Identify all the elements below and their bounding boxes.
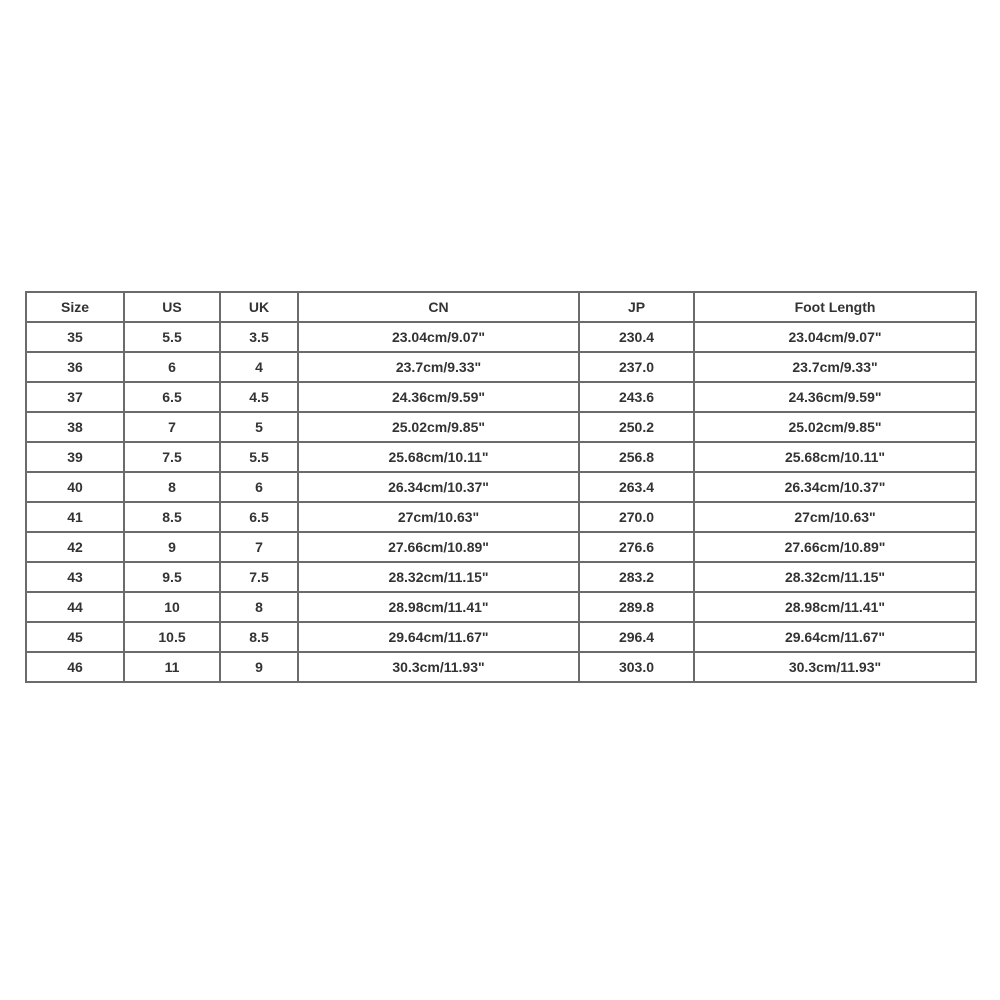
table-row xyxy=(26,322,976,352)
table-row xyxy=(26,382,976,412)
cell-us: 8 xyxy=(124,472,220,502)
cell-foot-length: 23.7cm/9.33" xyxy=(694,352,976,382)
cell-uk: 7.5 xyxy=(220,562,298,592)
cell-uk: 8 xyxy=(220,592,298,622)
cell-foot-length: 29.64cm/11.67" xyxy=(694,622,976,652)
cell-size: 40 xyxy=(26,472,124,502)
cell-uk: 4.5 xyxy=(220,382,298,412)
cell-jp: 243.6 xyxy=(579,382,694,412)
table-row xyxy=(26,622,976,652)
cell-cn: 23.7cm/9.33" xyxy=(298,352,579,382)
size-table xyxy=(25,291,977,683)
cell-foot-length: 25.02cm/9.85" xyxy=(694,412,976,442)
cell-uk: 3.5 xyxy=(220,322,298,352)
cell-foot-length: 28.98cm/11.41" xyxy=(694,592,976,622)
cell-size: 46 xyxy=(26,652,124,682)
table-row xyxy=(26,652,976,682)
cell-foot-length: 30.3cm/11.93" xyxy=(694,652,976,682)
cell-us: 7.5 xyxy=(124,442,220,472)
cell-uk: 5 xyxy=(220,412,298,442)
cell-us: 5.5 xyxy=(124,322,220,352)
table-body xyxy=(26,322,976,682)
cell-size: 43 xyxy=(26,562,124,592)
cell-uk: 8.5 xyxy=(220,622,298,652)
cell-size: 44 xyxy=(26,592,124,622)
cell-size: 38 xyxy=(26,412,124,442)
cell-jp: 250.2 xyxy=(579,412,694,442)
cell-foot-length: 27cm/10.63" xyxy=(694,502,976,532)
cell-us: 10 xyxy=(124,592,220,622)
cell-size: 39 xyxy=(26,442,124,472)
table-row xyxy=(26,442,976,472)
cell-uk: 6 xyxy=(220,472,298,502)
cell-us: 7 xyxy=(124,412,220,442)
table-row xyxy=(26,412,976,442)
cell-foot-length: 25.68cm/10.11" xyxy=(694,442,976,472)
cell-size: 35 xyxy=(26,322,124,352)
cell-foot-length: 23.04cm/9.07" xyxy=(694,322,976,352)
cell-jp: 230.4 xyxy=(579,322,694,352)
cell-jp: 256.8 xyxy=(579,442,694,472)
table-header-row xyxy=(26,292,976,322)
cell-jp: 270.0 xyxy=(579,502,694,532)
header-uk: UK xyxy=(220,292,298,322)
header-jp: JP xyxy=(579,292,694,322)
cell-size: 42 xyxy=(26,532,124,562)
cell-cn: 25.68cm/10.11" xyxy=(298,442,579,472)
table-row xyxy=(26,472,976,502)
cell-cn: 26.34cm/10.37" xyxy=(298,472,579,502)
size-chart xyxy=(25,291,975,683)
cell-us: 8.5 xyxy=(124,502,220,532)
cell-foot-length: 28.32cm/11.15" xyxy=(694,562,976,592)
cell-size: 36 xyxy=(26,352,124,382)
cell-cn: 24.36cm/9.59" xyxy=(298,382,579,412)
header-us: US xyxy=(124,292,220,322)
cell-us: 9.5 xyxy=(124,562,220,592)
table-row xyxy=(26,502,976,532)
cell-cn: 25.02cm/9.85" xyxy=(298,412,579,442)
header-foot-length: Foot Length xyxy=(694,292,976,322)
cell-foot-length: 26.34cm/10.37" xyxy=(694,472,976,502)
cell-uk: 5.5 xyxy=(220,442,298,472)
cell-cn: 28.98cm/11.41" xyxy=(298,592,579,622)
cell-jp: 296.4 xyxy=(579,622,694,652)
cell-size: 37 xyxy=(26,382,124,412)
table-row xyxy=(26,352,976,382)
cell-cn: 27cm/10.63" xyxy=(298,502,579,532)
table-row xyxy=(26,592,976,622)
cell-size: 45 xyxy=(26,622,124,652)
cell-us: 11 xyxy=(124,652,220,682)
cell-size: 41 xyxy=(26,502,124,532)
header-size: Size xyxy=(26,292,124,322)
cell-jp: 276.6 xyxy=(579,532,694,562)
cell-cn: 28.32cm/11.15" xyxy=(298,562,579,592)
cell-us: 6.5 xyxy=(124,382,220,412)
cell-jp: 263.4 xyxy=(579,472,694,502)
cell-jp: 237.0 xyxy=(579,352,694,382)
cell-uk: 4 xyxy=(220,352,298,382)
table-row xyxy=(26,532,976,562)
cell-uk: 9 xyxy=(220,652,298,682)
cell-jp: 289.8 xyxy=(579,592,694,622)
header-cn: CN xyxy=(298,292,579,322)
cell-jp: 303.0 xyxy=(579,652,694,682)
cell-uk: 7 xyxy=(220,532,298,562)
table-row xyxy=(26,562,976,592)
cell-cn: 30.3cm/11.93" xyxy=(298,652,579,682)
cell-cn: 23.04cm/9.07" xyxy=(298,322,579,352)
cell-uk: 6.5 xyxy=(220,502,298,532)
cell-cn: 29.64cm/11.67" xyxy=(298,622,579,652)
cell-us: 9 xyxy=(124,532,220,562)
cell-cn: 27.66cm/10.89" xyxy=(298,532,579,562)
cell-foot-length: 24.36cm/9.59" xyxy=(694,382,976,412)
cell-us: 10.5 xyxy=(124,622,220,652)
cell-foot-length: 27.66cm/10.89" xyxy=(694,532,976,562)
cell-jp: 283.2 xyxy=(579,562,694,592)
cell-us: 6 xyxy=(124,352,220,382)
